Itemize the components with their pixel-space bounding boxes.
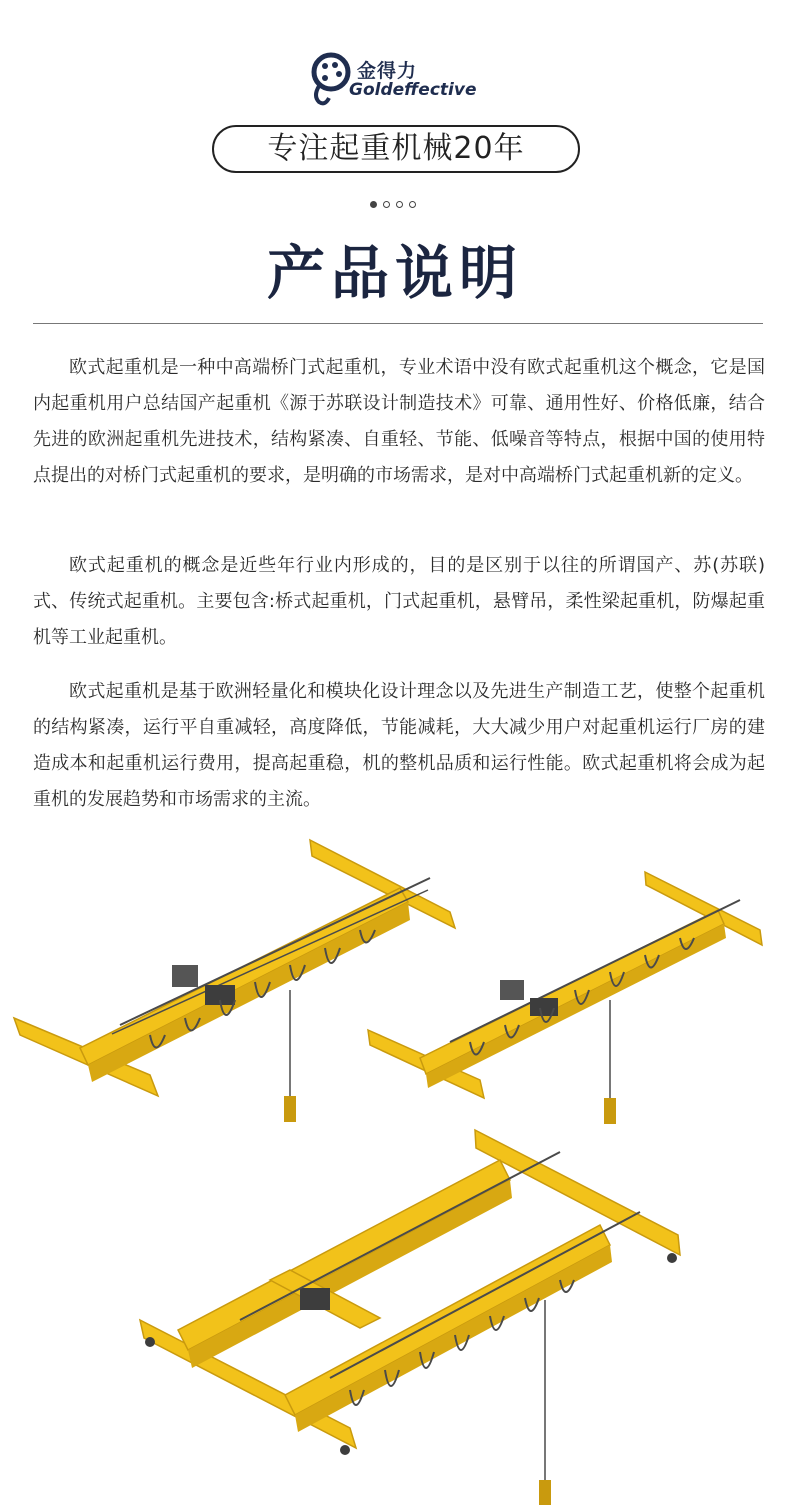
crane-illustration — [0, 830, 790, 1505]
pager-dot-3[interactable] — [396, 201, 403, 208]
pager-dot-1[interactable] — [370, 201, 377, 208]
pager-dots — [370, 193, 422, 212]
paragraph-2: 欧式起重机的概念是近些年行业内形成的，目的是区别于以往的所谓国产、苏(苏联)式、传统式起重机。主要包含:桥式起重机，门式起重机，悬臂吊，柔性梁起重机，防爆起重机等工业起重机。 — [33, 555, 765, 648]
crane-single-girder-left — [14, 840, 455, 1122]
divider — [33, 323, 763, 324]
pager-dot-2[interactable] — [383, 201, 390, 208]
brand-logo — [305, 52, 495, 108]
paragraph-3: 欧式起重机是基于欧洲轻量化和模块化设计理念以及先进生产制造工艺，使整个起重机的结构紧凑，运行平自重减轻，高度降低，节能减耗，大大减少用户对起重机运行厂房的建造成本和起重机运行费用，提高起重稳，机的整机品质和运行性能。欧式起重机将会成为起重机的发展趋势和市场需求的主流。 — [33, 681, 765, 810]
paragraph-1: 欧式起重机是一种中高端桥门式起重机，专业术语中没有欧式起重机这个概念，它是国内起重机用户总结国产起重机《源于苏联设计制造技术》可靠、通用性好、价格低廉，结合先进的欧洲起重机先进技术，结构紧凑、自重轻、节能、低噪音等特点，根据中国的使用特点提出的对桥门式起重机的要求，是明确的市场需求，是对中高端桥门式起重机新的定义。 — [33, 357, 765, 486]
logo-english-name: Goldeffective — [349, 80, 477, 100]
slogan-banner: 专注起重机械20年 — [212, 125, 580, 173]
section-heading: 产品说明 — [266, 239, 523, 307]
pager-dot-4[interactable] — [409, 201, 416, 208]
crane-double-girder — [140, 1130, 680, 1505]
logo-chinese-name: 金得力 — [357, 60, 418, 82]
